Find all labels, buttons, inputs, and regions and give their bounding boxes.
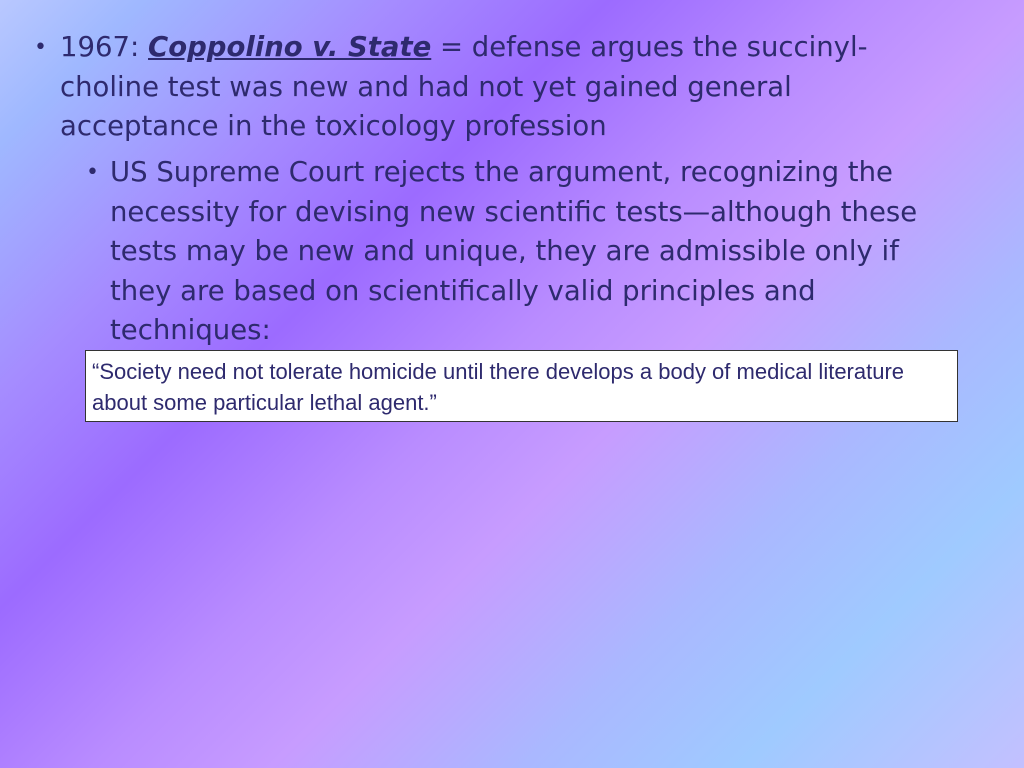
bullet-dot-icon: • [34, 35, 47, 60]
bullet-text [60, 28, 930, 147]
quote-box [85, 350, 958, 422]
bullet-level-2 [82, 153, 962, 351]
sub-bullet-text: US Supreme Court rejects the argument, recognizing the necessity for devising new scientific tests—although these tests may be new and unique, they are admissible only if they are based on scientifically valid principles and techniques: [110, 156, 918, 346]
bullet-year: 1967: [60, 31, 140, 63]
quote-text: “Society need not tolerate homicide until there develops a body of medical literature about some particular lethal agent.” [92, 359, 905, 415]
bullet-level-1 [30, 28, 930, 147]
bullet-description: = defense argues the succinyl-choline test was new and had not yet gained general acceptance in the toxicology profession [60, 31, 868, 142]
sub-bullet-dot-icon: • [86, 160, 99, 185]
case-name: Coppolino v. State [148, 31, 432, 63]
